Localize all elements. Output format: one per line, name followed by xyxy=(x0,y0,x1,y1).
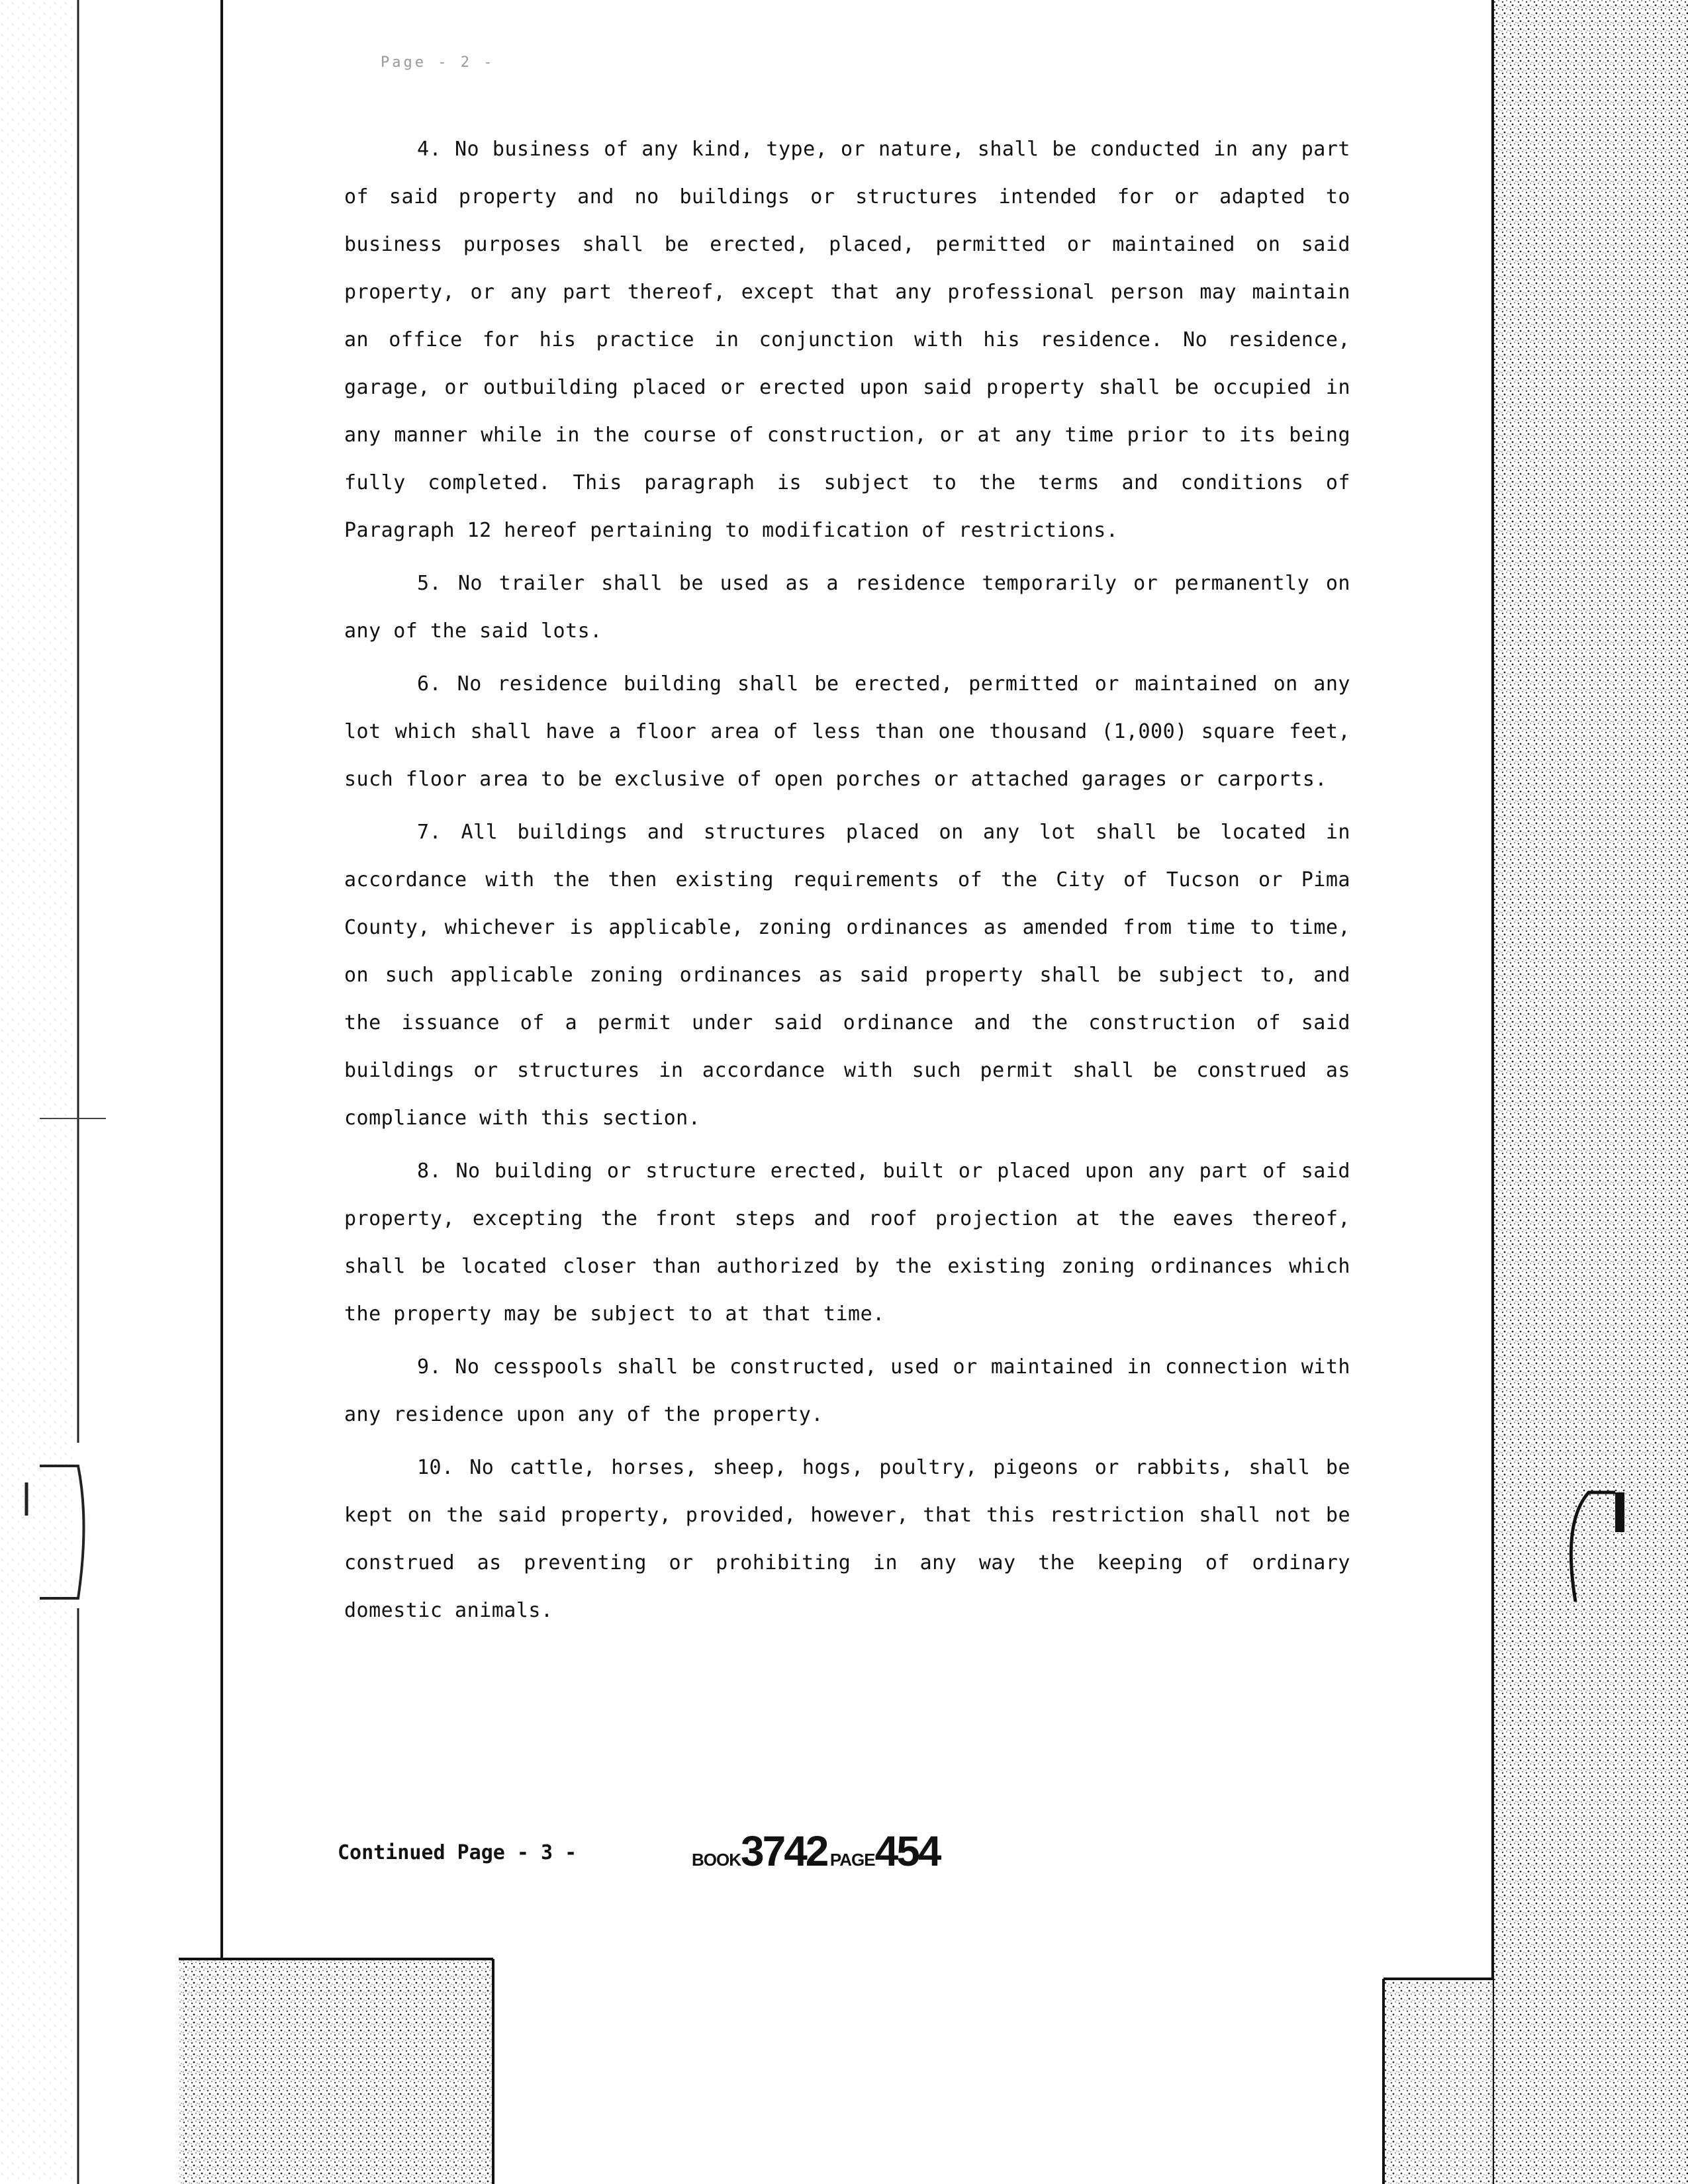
continued-page-note: Continued Page - 3 - xyxy=(338,1841,577,1864)
book-page-stamp xyxy=(692,1827,939,1876)
book-label: BOOK xyxy=(692,1850,741,1870)
document-body xyxy=(344,126,1350,1635)
page-header-marker: Page - 2 - xyxy=(381,54,495,71)
paragraph-9: 9. No cesspools shall be constructed, used or maintained in connection with any residence upon any of the property. xyxy=(344,1355,1350,1426)
paragraph-10: 10. No cattle, horses, sheep, hogs, poultry, pigeons or rabbits, shall be kept on the said property, provided, however, that this restriction shall not be construed as preventing or prohibiting in any way the keeping of ordinary domestic animals. xyxy=(344,1456,1350,1622)
paragraph-7: 7. All buildings and structures placed on any lot shall be located in accordance with the then existing requirements of the City of Tucson or Pima County, whichever is applicable, zoning ordinances as amended from time to time, on such applicable zoning ordinances as said property shall be subject to, and the issuance of a permit under said ordinance and the construction of said buildings or structures in accordance with such permit shall be construed as compliance with this section. xyxy=(344,821,1350,1130)
paragraph-6: 6. No residence building shall be erected, permitted or maintained on any lot which shall have a floor area of less than one thousand (1,000) square feet, such floor area to be exclusive of open porches or attached garages or carports. xyxy=(344,672,1350,791)
paragraph-8: 8. No building or structure erected, built or placed upon any part of said property, excepting the front steps and roof projection at the eaves thereof, shall be located closer than authorized by the existing zoning ordinances which the property may be subject to at that time. xyxy=(344,1160,1350,1326)
paragraph-5: 5. No trailer shall be used as a residence temporarily or permanently on any of the said lots. xyxy=(344,572,1350,643)
book-number: 3742 xyxy=(741,1827,827,1875)
paragraph-4: 4. No business of any kind, type, or nature, shall be conducted in any part of said property and no buildings or structures intended for or adapted to business purposes shall be erected, placed, permitted or maintained on said property, or any part thereof, except that any professional person may maintain an office for his practice in conjunction with his residence. No residence, garage, or outbuilding placed or erected upon said property shall be occupied in any manner while in the course of construction, or at any time prior to its being fully completed. This paragraph is subject to the terms and conditions of Paragraph 12 hereof pertaining to modification of restrictions. xyxy=(344,138,1350,542)
page-label: PAGE xyxy=(829,1850,875,1870)
page-number: 454 xyxy=(874,1827,940,1875)
